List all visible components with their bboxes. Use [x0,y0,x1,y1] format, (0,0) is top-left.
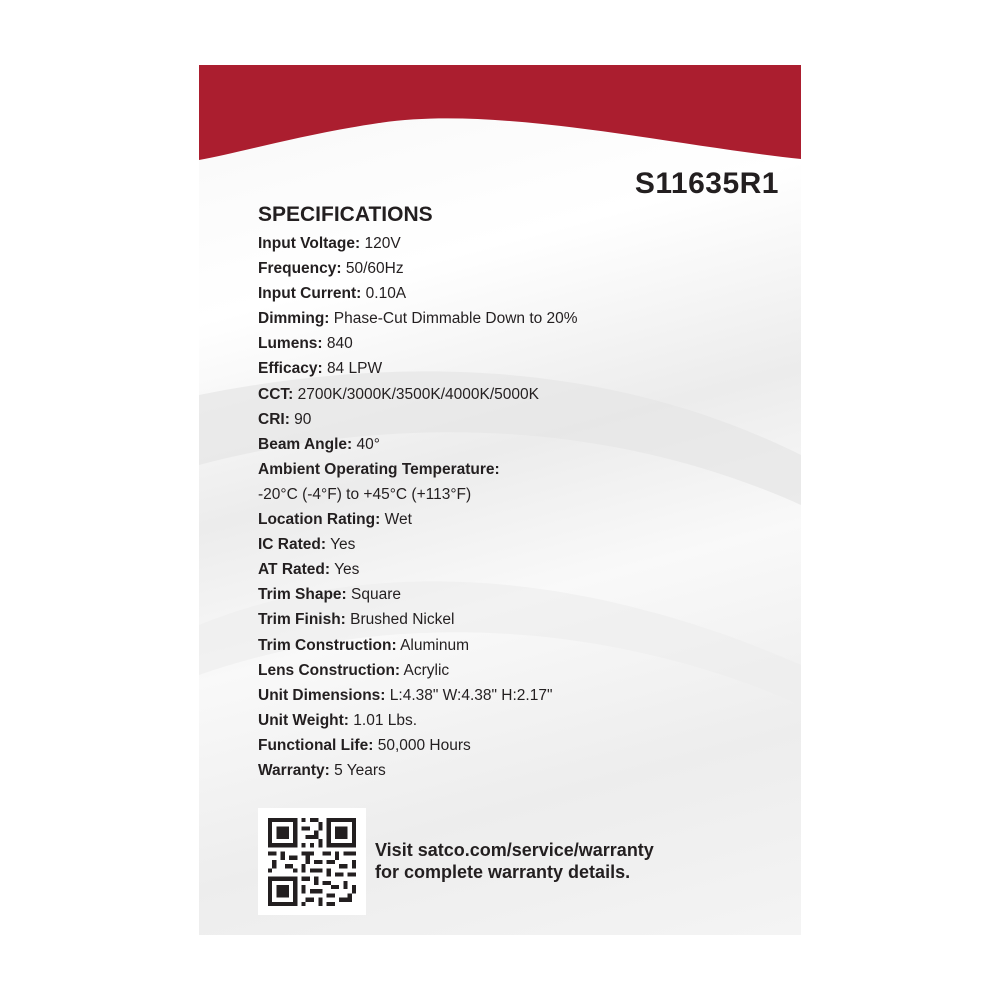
spec-row [258,683,578,708]
warranty-note [375,839,654,883]
spec-row [258,708,578,733]
spec-row [258,607,578,632]
spec-value: 840 [326,335,353,353]
spec-label: CRI: [258,410,290,428]
spec-value: Acrylic [403,661,450,679]
spec-row [258,407,578,432]
spec-label: Beam Angle: [258,435,353,453]
specifications-list [258,231,578,783]
spec-row [258,507,578,532]
warranty-note-line-1: Visit satco.com/service/warranty [375,840,654,860]
spec-value: 84 LPW [326,360,383,378]
spec-row [258,733,578,758]
spec-label: Frequency: [258,260,342,278]
spec-label: Unit Weight: [258,711,349,729]
spec-row [258,582,578,607]
spec-row [258,432,578,457]
spec-label: Efficacy: [258,360,323,378]
spec-row [258,356,578,381]
spec-label: Warranty: [258,761,330,779]
spec-label: Trim Finish: [258,611,346,629]
spec-label: Ambient Operating Temperature: [258,460,500,478]
spec-row [258,281,578,306]
spec-row [258,532,578,557]
spec-row [258,306,578,331]
spec-label: Input Voltage: [258,235,361,252]
spec-value: 50/60Hz [345,260,404,278]
spec-label: Lens Construction: [258,661,401,679]
spec-label: Unit Dimensions: [258,686,386,704]
spec-row [258,256,578,281]
spec-label: Lumens: [258,335,323,353]
spec-row [258,331,578,356]
spec-value: -20°C (-4°F) to +45°C (+113°F) [258,485,472,503]
spec-value: 50,000 Hours [377,736,471,754]
spec-row [258,382,578,407]
spec-label: Functional Life: [258,736,374,754]
spec-value: 90 [294,410,312,428]
spec-label: Location Rating: [258,511,381,529]
qr-code-icon [268,818,356,906]
spec-value: 5 Years [334,761,386,779]
spec-label: CCT: [258,385,294,403]
spec-value: 1.01 Lbs. [353,711,418,729]
spec-card [199,65,801,935]
spec-label: AT Rated: [258,561,331,579]
spec-value: 0.10A [365,285,407,303]
spec-value: Phase-Cut Dimmable Down to 20% [333,310,578,328]
spec-value: 2700K/3000K/3500K/4000K/5000K [297,385,539,403]
spec-value: L:4.38" W:4.38" H:2.17" [389,686,553,704]
model-number: S11635R1 [634,167,779,200]
spec-row [258,658,578,683]
spec-row [258,457,578,482]
spec-row [258,633,578,658]
spec-value: Wet [384,511,412,529]
spec-row [258,557,578,582]
specifications-title: SPECIFICATIONS [258,203,433,226]
spec-label: Dimming: [258,310,330,328]
spec-row [258,482,578,507]
spec-value: Aluminum [400,636,470,654]
warranty-note-line-2: for complete warranty details. [375,862,631,882]
spec-row [258,231,578,256]
spec-label: Trim Shape: [258,586,347,604]
spec-value: Square [351,586,402,604]
spec-label: IC Rated: [258,536,327,554]
spec-label: Trim Construction: [258,636,397,654]
spec-value: Brushed Nickel [350,611,455,629]
spec-row [258,758,578,783]
qr-code [258,808,366,915]
spec-value: 120V [364,235,401,252]
spec-value: Yes [334,561,360,579]
spec-value: Yes [330,536,356,554]
spec-label: Input Current: [258,285,362,303]
spec-value: 40° [356,435,380,453]
